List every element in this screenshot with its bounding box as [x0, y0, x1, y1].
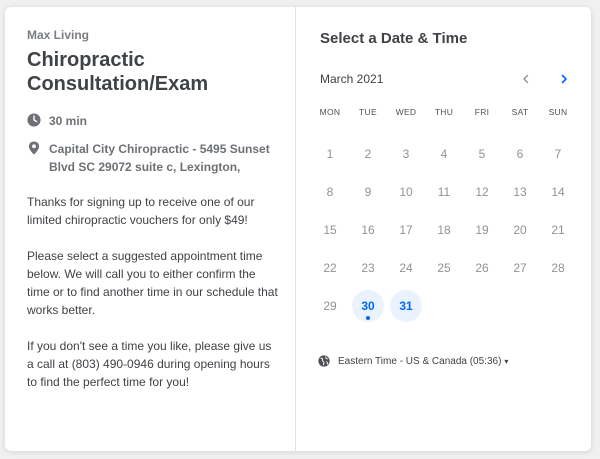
day-number: 4	[440, 147, 448, 161]
calendar-day	[387, 249, 425, 287]
calendar-empty-cell	[463, 287, 501, 325]
calendar-day	[425, 211, 463, 249]
calendar-week	[311, 173, 577, 211]
weekday-label: TUE	[359, 107, 377, 117]
day-number: 10	[399, 185, 413, 199]
clock-icon	[27, 113, 41, 127]
organizer-name: Max Living	[27, 28, 90, 42]
day-number: 7	[554, 147, 562, 161]
day-number: 19	[475, 223, 489, 237]
calendar-day	[539, 249, 577, 287]
calendar-day	[501, 211, 539, 249]
event-description	[27, 193, 281, 391]
day-number: 14	[551, 185, 565, 199]
calendar-day	[425, 135, 463, 173]
previous-month-button[interactable]	[515, 68, 537, 90]
calendar-day	[349, 249, 387, 287]
calendar-day-available[interactable]	[349, 287, 387, 325]
weekday-label: FRI	[474, 107, 490, 117]
day-number: 29	[323, 299, 337, 313]
day-number: 21	[551, 223, 565, 237]
day-number: 31	[399, 299, 413, 313]
day-number: 9	[364, 185, 372, 199]
calendar-day	[463, 211, 501, 249]
day-number: 12	[475, 185, 489, 199]
month-navigation	[296, 69, 591, 89]
day-number: 20	[513, 223, 527, 237]
date-picker-panel	[296, 7, 591, 451]
chevron-left-icon	[521, 74, 531, 84]
calendar-day	[311, 211, 349, 249]
day-number: 8	[326, 185, 334, 199]
weekday-header	[311, 107, 577, 127]
booking-card	[5, 7, 591, 451]
day-number: 6	[516, 147, 524, 161]
event-location	[27, 140, 281, 176]
calendar-week	[311, 287, 577, 325]
calendar-day	[463, 173, 501, 211]
calendar-day	[501, 173, 539, 211]
calendar-day	[311, 287, 349, 325]
timezone-selector[interactable]	[296, 355, 591, 367]
calendar-empty-cell	[539, 287, 577, 325]
calendar-day	[311, 135, 349, 173]
location-label: Capital City Chiropractic - 5495 Sunset Blvd SC 29072 suite c, Lexington,	[49, 142, 270, 174]
map-pin-icon	[27, 141, 41, 155]
calendar-day	[501, 135, 539, 173]
calendar-day	[387, 173, 425, 211]
calendar-day	[539, 211, 577, 249]
next-month-button[interactable]	[553, 68, 575, 90]
today-indicator	[366, 316, 370, 320]
day-number: 16	[361, 223, 375, 237]
calendar-week	[311, 211, 577, 249]
calendar-day	[349, 135, 387, 173]
day-number: 18	[437, 223, 451, 237]
calendar-day	[463, 249, 501, 287]
day-number: 27	[513, 261, 527, 275]
event-duration	[27, 112, 281, 130]
calendar-day	[387, 211, 425, 249]
weekday-label: THU	[434, 107, 454, 117]
day-number: 30	[361, 299, 375, 313]
description-paragraph: Please select a suggested appointment time below. We will call you to either confirm the time or to find another time in our schedule that works better.	[27, 249, 278, 317]
day-number: 22	[323, 261, 337, 275]
current-month: March 2021	[320, 72, 384, 86]
description-paragraph: If you don't see a time you like, please give us a call at (803) 490-0946 during opening hours to find the perfect time for you!	[27, 339, 272, 389]
calendar-day	[501, 249, 539, 287]
day-number: 13	[513, 185, 527, 199]
day-number: 15	[323, 223, 337, 237]
chevron-right-icon	[559, 74, 569, 84]
weekday-label: SAT	[511, 107, 529, 117]
day-number: 11	[437, 185, 451, 199]
event-title: Chiropractic Consultation/Exam	[27, 49, 209, 95]
calendar-empty-cell	[425, 287, 463, 325]
weekday-label: SUN	[548, 107, 568, 117]
calendar-week	[311, 249, 577, 287]
timezone-label: Eastern Time - US & Canada (05:36)	[338, 355, 502, 367]
calendar-day	[349, 173, 387, 211]
duration-label: 30 min	[49, 114, 88, 128]
day-number: 23	[361, 261, 375, 275]
calendar-empty-cell	[501, 287, 539, 325]
calendar-day	[311, 173, 349, 211]
calendar-day	[349, 211, 387, 249]
calendar-day	[387, 135, 425, 173]
day-number: 2	[364, 147, 372, 161]
description-paragraph: Thanks for signing up to receive one of our limited chiropractic vouchers for only $49!	[27, 195, 255, 227]
calendar-week	[311, 135, 577, 173]
calendar-day	[425, 249, 463, 287]
weekday-label: WED	[395, 107, 417, 117]
weekday-label: MON	[319, 107, 341, 117]
day-number: 25	[437, 261, 451, 275]
day-number: 1	[326, 147, 334, 161]
globe-icon	[318, 355, 330, 367]
calendar-day	[425, 173, 463, 211]
select-date-title: Select a Date & Time	[320, 30, 468, 47]
day-number: 17	[399, 223, 413, 237]
event-details-panel	[5, 7, 296, 451]
day-number: 26	[475, 261, 489, 275]
calendar-day	[463, 135, 501, 173]
day-number: 5	[478, 147, 486, 161]
day-number: 28	[551, 261, 565, 275]
calendar-day	[311, 249, 349, 287]
calendar-grid	[311, 135, 577, 325]
caret-down-icon: ▾	[504, 356, 509, 366]
calendar-day	[539, 135, 577, 173]
day-number: 24	[399, 261, 413, 275]
day-number: 3	[402, 147, 410, 161]
calendar	[311, 107, 577, 325]
calendar-day	[539, 173, 577, 211]
calendar-day-available[interactable]	[387, 287, 425, 325]
